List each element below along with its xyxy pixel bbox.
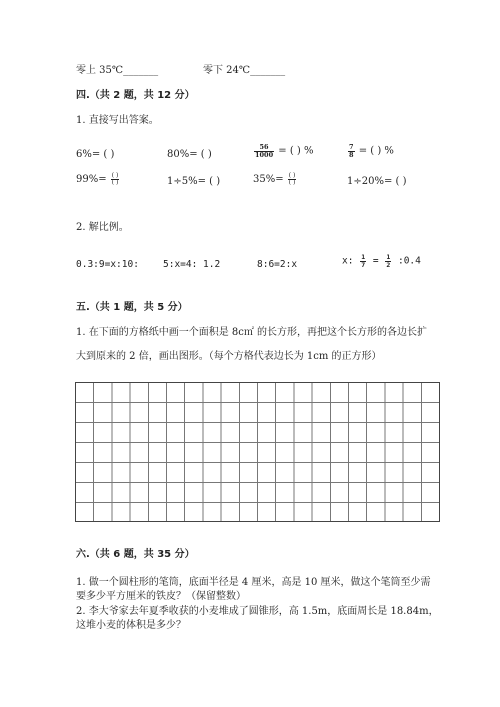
proportion-c: 8:6=2:x	[257, 259, 298, 270]
proportion-b: 5:x=4: 1.2	[163, 259, 221, 270]
answer-blank: = ( ) %	[358, 145, 394, 157]
calc-99-percent	[76, 173, 120, 186]
equals: =	[372, 255, 379, 267]
expression: :0.4	[397, 255, 421, 267]
q4-1-prompt: 1. 直接写出答案。	[76, 115, 159, 126]
answer-blank: = ( ) %	[278, 145, 314, 157]
denominator: 7	[361, 260, 366, 269]
section-5-title: 五.（共 1 题，共 5 分）	[76, 302, 188, 313]
fraction	[348, 144, 355, 158]
proportion-d	[342, 254, 421, 268]
below-zero-blank: 零下 24℃_______	[203, 65, 286, 76]
numerator: 1	[386, 253, 391, 261]
denominator-blank: ( )	[288, 179, 296, 186]
expression: 99%=	[76, 174, 107, 185]
fraction	[254, 144, 274, 158]
denominator-blank: ( )	[111, 179, 119, 186]
numerator-blank: ( )	[288, 172, 296, 179]
calc-6-percent: 6%= ( )	[76, 149, 115, 160]
fraction-blank	[111, 173, 120, 186]
q5-1-line-2: 大到原来的 2 倍，画出图形。（每个方格代表边长为 1cm 的正方形）	[76, 351, 382, 362]
q6-2-line-1: 2. 李大爷家去年夏季收获的小麦堆成了圆锥形，高 1.5m，底面周长是 18.84m，	[76, 606, 439, 617]
calc-1-div-20-percent: 1÷20%= ( )	[347, 176, 407, 187]
expression: 35%=	[253, 174, 284, 185]
numerator: 1	[361, 253, 366, 261]
denominator: 1000	[255, 150, 274, 159]
calc-1-div-5-percent: 1÷5%= ( )	[167, 176, 221, 187]
q4-2-prompt: 2. 解比例。	[76, 222, 129, 233]
fraction	[360, 254, 366, 268]
denominator: 2	[386, 260, 391, 269]
q6-1-line-1: 1. 做一个圆柱形的笔筒，底面半径是 4 厘米，高是 10 厘米，做这个笔筒至少需	[76, 577, 431, 588]
above-zero-blank: 零上 35℃_______	[76, 65, 159, 76]
expression: x:	[342, 255, 354, 267]
calc-56-over-1000	[253, 144, 314, 158]
numerator: 56	[259, 143, 269, 151]
square-grid-paper[interactable]	[75, 382, 440, 522]
fraction-blank	[288, 173, 297, 186]
numerator: 7	[349, 143, 354, 151]
calc-7-over-8	[347, 144, 394, 158]
fraction	[385, 254, 391, 268]
section-4-title: 四.（共 2 题，共 12 分）	[76, 90, 195, 101]
proportion-a: 0.3:9=x:10:	[76, 259, 139, 270]
numerator-blank: ( )	[111, 172, 119, 179]
section-6-title: 六.（共 6 题，共 35 分）	[76, 549, 195, 560]
q6-2-line-2: 这堆小麦的体积是多少？	[76, 620, 186, 631]
q6-1-line-2: 要多少平方厘米的铁皮？（保留整数）	[76, 591, 246, 602]
calc-35-percent	[253, 173, 297, 186]
denominator: 8	[349, 150, 354, 159]
q5-1-line-1: 1. 在下面的方格纸中画一个面积是 8c㎡ 的长方形，再把这个长方形的各边长扩	[76, 327, 428, 338]
calc-80-percent: 80%= ( )	[167, 149, 212, 160]
